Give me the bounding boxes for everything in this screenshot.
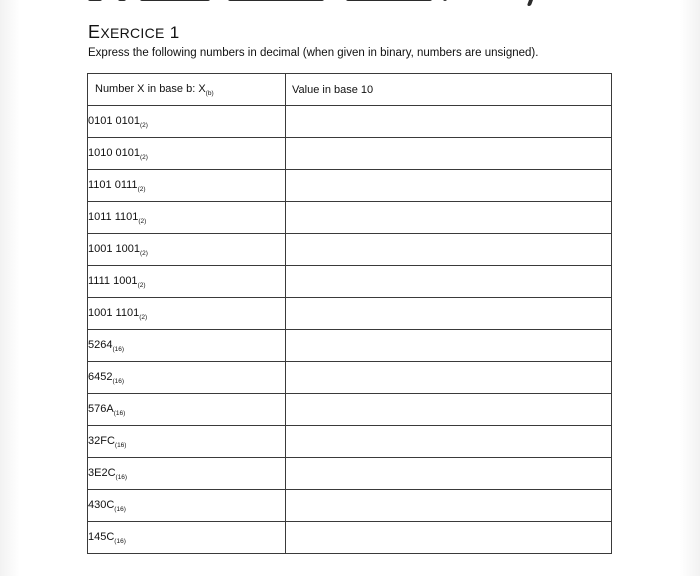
- number-base: (16): [115, 473, 128, 481]
- number-cell: [88, 106, 286, 138]
- number-value: 3E2C: [88, 466, 116, 479]
- number-value: 0101 0101: [88, 114, 140, 127]
- number-cell: [88, 458, 286, 490]
- answer-cell[interactable]: [286, 458, 612, 490]
- clipped-previous-heading: [88, 0, 558, 4]
- table-row: [88, 170, 612, 202]
- header-number-x: Number X in base b: $X_{(b)}$: [88, 74, 286, 106]
- number-value: 32FC: [88, 434, 115, 447]
- number-value: 1011 1101: [88, 210, 139, 223]
- number-base: (2): [140, 121, 148, 129]
- number-cell: [88, 426, 286, 458]
- answer-cell[interactable]: [286, 522, 612, 554]
- number-base: (2): [138, 217, 147, 225]
- answer-cell[interactable]: [286, 362, 612, 394]
- answer-cell[interactable]: [286, 138, 612, 170]
- number-value: 430C: [88, 498, 115, 511]
- answer-cell[interactable]: [286, 490, 612, 522]
- number-cell: [88, 138, 286, 170]
- table-row: [88, 362, 612, 394]
- answer-cell[interactable]: [286, 394, 612, 426]
- number-value: 1001 1101: [88, 306, 140, 319]
- number-value: 5264: [88, 338, 113, 351]
- table-row: [88, 202, 612, 234]
- table-row: [88, 394, 612, 426]
- table-row: [88, 266, 612, 298]
- answer-cell[interactable]: [286, 202, 612, 234]
- number-base: (16): [112, 345, 125, 353]
- exercise-title: EXERCICE 1: [88, 22, 180, 42]
- number-value: 1111 1001: [88, 274, 138, 287]
- number-base: (16): [112, 377, 125, 385]
- number-cell: [88, 522, 286, 554]
- clipped-mark: [526, 0, 536, 6]
- number-value: 1001 1001: [88, 242, 140, 255]
- answer-cell[interactable]: [286, 266, 612, 298]
- table-row: [88, 106, 612, 138]
- number-base: (2): [137, 185, 146, 193]
- table-row: [88, 234, 612, 266]
- table-row: [88, 330, 612, 362]
- number-base: (2): [140, 153, 148, 161]
- number-cell: [88, 266, 286, 298]
- number-cell: [88, 330, 286, 362]
- table-row: [88, 490, 612, 522]
- table-row: [88, 458, 612, 490]
- number-cell: [88, 394, 286, 426]
- answer-cell[interactable]: [286, 106, 612, 138]
- number-value: 6452: [88, 370, 113, 383]
- number-value: 576A: [88, 402, 114, 415]
- number-cell: [88, 362, 286, 394]
- table-row: [88, 426, 612, 458]
- answer-cell[interactable]: [286, 330, 612, 362]
- answer-cell[interactable]: [286, 234, 612, 266]
- number-cell: [88, 202, 286, 234]
- number-value: 1101 0111: [88, 178, 138, 191]
- instructions-text: Express the following numbers in decimal (when given in binary, numbers are unsigned).: [88, 47, 539, 59]
- table-row: [88, 138, 612, 170]
- answer-cell[interactable]: [286, 170, 612, 202]
- number-value: 145C: [88, 530, 115, 543]
- number-base: (16): [114, 441, 127, 449]
- table-row: [88, 522, 612, 554]
- number-base: (2): [139, 313, 148, 321]
- header-value-base10: Value in base 10: [286, 74, 612, 106]
- number-base: (16): [113, 409, 126, 417]
- number-cell: [88, 298, 286, 330]
- table-row: [88, 298, 612, 330]
- number-cell: [88, 490, 286, 522]
- number-base: (2): [137, 281, 146, 289]
- number-base: (16): [114, 537, 126, 545]
- answer-cell[interactable]: [286, 298, 612, 330]
- number-cell: [88, 234, 286, 266]
- number-base: (2): [140, 249, 148, 257]
- number-cell: [88, 170, 286, 202]
- answer-cell[interactable]: [286, 426, 612, 458]
- table-header-row: [88, 74, 612, 106]
- exercise-table: [87, 73, 612, 554]
- number-base: (16): [114, 505, 126, 513]
- number-value: 1010 0101: [88, 146, 140, 159]
